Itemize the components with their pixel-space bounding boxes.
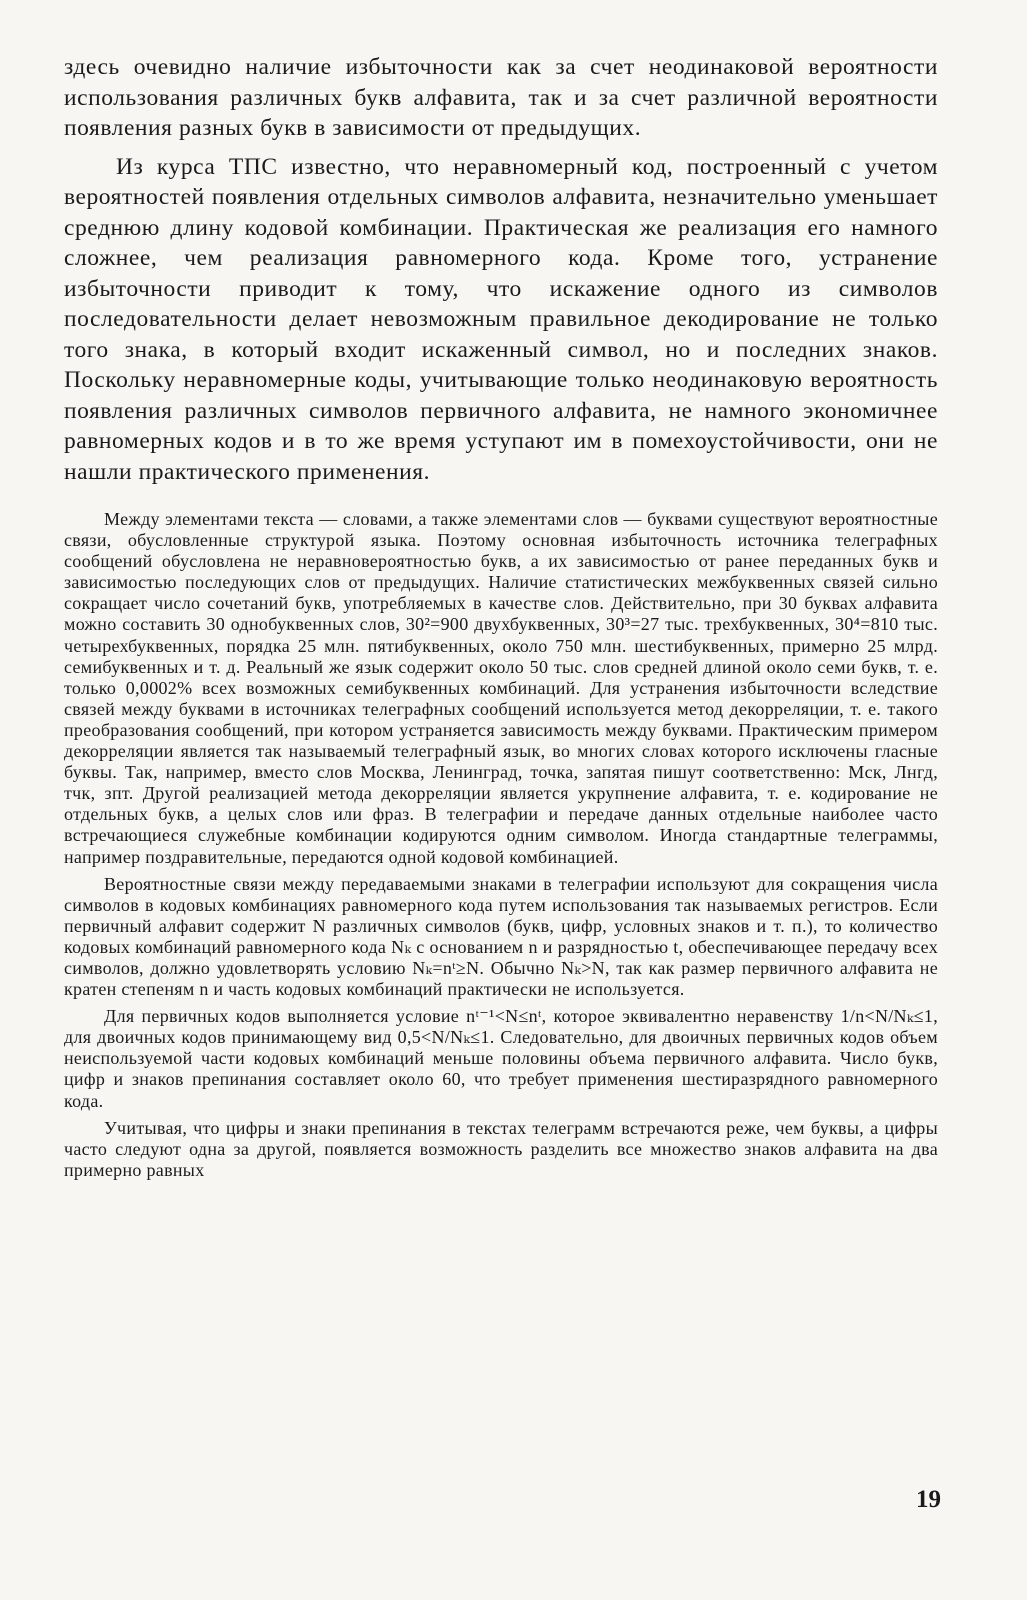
paragraph-primary-codes: Для первичных кодов выполняется условие nᵗ⁻¹<N≤nᵗ, которое эквивалентно неравенству 1/n<N/Nₖ≤1, для двоичных кодов принимающему вид 0,5<N/Nₖ≤1. Следовательно, для двоичных первичных кодов объем неиспользуемой части кодовых комбинаций меньше половины объема первичного алфавита. Число букв, цифр и знаков препинания составляет около 60, что требует применения шестиразрядного равномерного кода.	[64, 1006, 938, 1111]
main-text-section	[64, 52, 938, 487]
page-number: 19	[916, 1486, 941, 1513]
small-print-section	[64, 509, 938, 1181]
paragraph-continuation: здесь очевидно наличие избыточности как за счет неодинаковой вероятности использования различных букв алфавита, так и за счет различной вероятности появления разных букв в зависимости от предыдущих.	[64, 54, 938, 141]
paragraph-digits-punctuation: Учитывая, что цифры и знаки препинания в текстах телеграмм встречаются реже, чем буквы, а цифры часто следуют одна за другой, появляется возможность разделить все множество знаков алфавита на два примерно равных	[64, 1117, 938, 1180]
page-body	[64, 52, 938, 1181]
paragraph-nonuniform-code: Из курса ТПС известно, что неравномерный код, построенный с учетом вероятностей появления отдельных символов алфавита, незначительно уменьшает среднюю длину кодовой комбинации. Практическая же реализация его намного сложнее, чем реализация равномерного кода. Кроме того, устранение избыточности приводит к тому, что искажение одного из символов последовательности делает невозможным правильное декодирование не только того знака, в который входит искаженный символ, но и последних знаков. Поскольку неравномерные коды, учитывающие только неодинаковую вероятность появления различных символов первичного алфавита, не намного экономичнее равномерных кодов и в то же время уступают им в помехоустойчивости, они не нашли практического применения.	[64, 153, 938, 485]
paragraph-decorrelation: Между элементами текста — словами, а также элементами слов — буквами существуют вероятностные связи, обусловленные структурой языка. Поэтому основная избыточность источника телеграфных сообщений обусловлена не неравновероятностью букв, а их зависимостью от ранее переданных букв и зависимостью последующих слов от предыдущих. Наличие статистических межбуквенных связей сильно сокращает число сочетаний букв, употребляемых в качестве слов. Действительно, при 30 буквах алфавита можно составить 30 однобуквенных слов, 30²=900 двухбуквенных, 30³=27 тыс. трехбуквенных, 30⁴=810 тыс. четырехбуквенных, порядка 25 млн. пятибуквенных, около 750 млн. шестибуквенных, примерно 25 млрд. семибуквенных и т. д. Реальный же язык содержит около 50 тыс. слов средней длиной около семи букв, т. е. только 0,0002% всех возможных семибуквенных комбинаций. Для устранения избыточности вследствие связей между буквами в источниках телеграфных сообщений используется метод декорреляции, т. е. такого преобразования сообщений, при котором устраняется зависимость между буквами. Практическим примером декорреляции является так называемый телеграфный язык, во многих словах которого исключены гласные буквы. Так, например, вместо слов Москва, Ленинград, точка, запятая пишут соответственно: Мск, Лнгд, тчк, зпт. Другой реализацией метода декорреляции является укрупнение алфавита, т. е. кодирование не отдельных букв, а целых слов или фраз. В телеграфии и передаче данных отдельные наиболее часто встречающиеся служебные комбинации кодируются одним символом. Иногда стандартные телеграммы, например поздравительные, передаются одной кодовой комбинацией.	[64, 509, 938, 867]
paragraph-registers: Вероятностные связи между передаваемыми знаками в телеграфии используют для сокращения числа символов в кодовых комбинациях равномерного кода путем использования так называемых регистров. Если первичный алфавит содержит N различных символов (букв, цифр, условных знаков и т. п.), то количество кодовых комбинаций равномерного кода Nₖ с основанием n и разрядностью t, обеспечивающее передачу всех символов, должно удовлетворять условию Nₖ=nᵗ≥N. Обычно Nₖ>N, так как размер первичного алфавита не кратен степеням n и часть кодовых комбинаций практически не используется.	[64, 873, 938, 1000]
